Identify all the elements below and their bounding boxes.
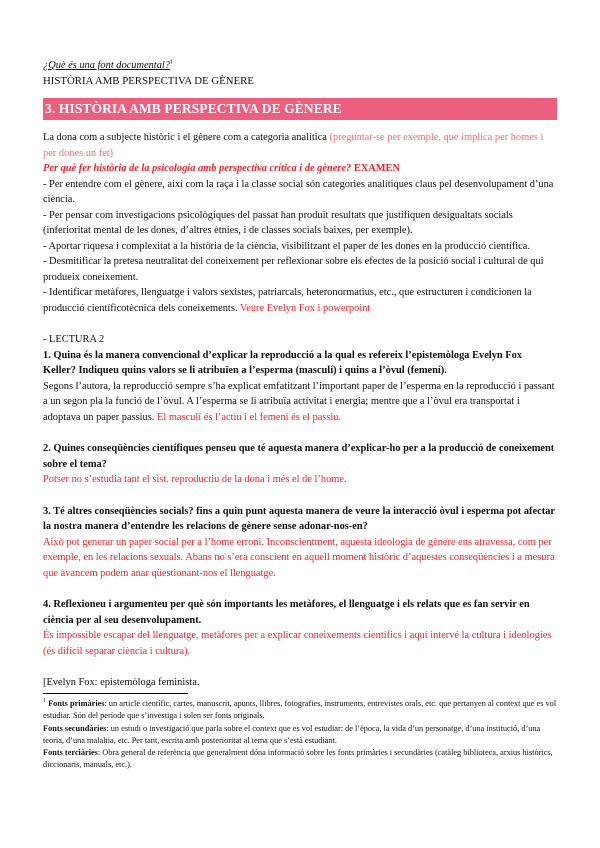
section-heading: 3. HISTÒRIA AMB PERSPECTIVA DE GÈNERE (43, 98, 557, 120)
footnote-secondary (43, 723, 557, 748)
footnotes (43, 698, 557, 772)
bullet-note: Veure Evelyn Fox i powerpoint (237, 302, 371, 314)
answer-1 (43, 379, 557, 426)
footnote-separator (43, 693, 188, 694)
bullet-item: - Per entendre com el gènere, així com la raça i la classe social són categories analítiques claus pel desenvolupament d’una ciència. (43, 178, 554, 205)
bullet-item: - Desmitificar la pretesa neutralitat del coneixement per reflexionar sobre els efectes de la posició social i cultural de qui produeix coneixement. (43, 256, 544, 283)
answer-1-text: Segons l’autora, la reproducció sempre s’ha explicat emfatitzant l’important paper de l’esperma en la reproducció i passant a un segon pla la funció de l’òvul. A l’esperma se li atribuïa activitat i energia; mentre que a l’òvul era transportat i adoptava un paper passius. (43, 380, 555, 423)
footnote-primary (43, 698, 557, 723)
document-page (43, 58, 557, 691)
bullet-item (43, 285, 557, 316)
footnote-tertiary-label: Fonts terciàries (43, 748, 98, 758)
bullet-item: - Aportar riquesa i complexitat a la història de la ciència, visibilitzant el paper de les dones en la producció científica. (43, 240, 531, 252)
footnote-marker: 1 (43, 698, 46, 705)
intro-text: La dona com a subjecte històric i el gènere com a categoria analítica (43, 132, 330, 143)
answer-3: Això pot generar un paper social per a l’home erroni. Inconscientment, aquesta ideologia de gènere ens atravessa, com per exemple, en les relacions sexuals. Abans no s’era conscient en aquell moment històric d’aquestes conseqüències i a mesura que avancem podem anar qüestionant-nos el llenguatge. (43, 536, 555, 579)
exam-label: EXAMEN (351, 163, 400, 174)
footnote-primary-label: Fonts primàries (48, 699, 105, 708)
question-2: 2. Quines conseqüències científiques penseu que té aquesta manera d’explicar-ho per a la producció de coneixement sobre el tema? (43, 443, 555, 470)
question-4: 4. Reflexioneu i argumenteu per què són importants les metàfores, el llenguatge i els relats que es fan servir en ciència per al seu desenvolupament. (43, 599, 530, 626)
question-1: 1. Quina és la manera convencional d’explicar la reproducció a la qual es refereix l’epistemòloga Evelyn Fox Keller? Indiqueu quins valors se li atribuïen a l’esperma (masculí) i quins a l’òvul (femení). (43, 349, 522, 376)
source-question-text: ¿Què és una font documental? (43, 60, 170, 71)
source-question: ¿Què és una font documental?$^1$ (43, 59, 173, 71)
answer-2: Potser no s’estudia tant el sist. reproductiu de la dona i més el de l’home. (43, 474, 347, 485)
footnote-secondary-text: : un estudi o investigació que parla sobre el context que es vol estudiar: de l’època, la vida d’un personatge, d’una institució, d’una teoria, d’una malaltia, etc. Per tant, escrita amb posterioritat al tema que s’està estudiant. (43, 723, 541, 745)
exam-question-text: Per què fer història de la psicologia amb perspectiva crítica i de gènere? (43, 163, 352, 174)
intro-note: (preguntar-se per exemple, que implica per homes i per dones un fet) (43, 132, 544, 159)
footnote-tertiary (43, 747, 557, 772)
lectura-heading: - LECTURA 2 (43, 334, 105, 345)
intro-paragraph (43, 130, 557, 161)
bullet-text: - Identificar metàfores, llenguatge i valors sexistes, patriarcals, heteronormatius, etc., que estructuren i condicionen la producció científicotècnica dels coneixements. (43, 287, 532, 314)
author-note: [Evelyn Fox: epistemòloga feminista. (43, 677, 200, 688)
footnote-primary-text: : un article científic, cartes, manuscrit, apunts, llibres, fotografies, instruments, entrevistes orals, etc. que pertanyen al context que es vol estudiar. Són del període que s’investiga i solen ser fonts originals. (43, 699, 557, 721)
answer-4: És impossible escapar del llenguatge, metàfores per a explicar coneixements científics i aquí intervé la cultura i ideologies (és difícil separar ciència i cultura). (43, 630, 552, 657)
exam-question (43, 161, 557, 177)
footnote-tertiary-text: : Obra general de referència que generalment dóna informació sobre les fonts primàries i secundàries (catàleg biblioteca, arxius històrics, diccionaris, manuals, etc.). (43, 748, 553, 770)
answer-1-note: El masculí és l’actiu i el femení és el passiu. (154, 411, 342, 423)
page-subtitle: HISTÒRIA AMB PERSPECTIVA DE GÈNERE (43, 74, 254, 87)
question-3: 3. Té altres conseqüències socials? fins a quin punt aquesta manera de veure la interacció òvul i esperma pot afectar la nostra manera d’entendre les relacions de gènere sense adonar-nos-en? (43, 505, 555, 532)
bullet-item: - Per pensar com investigacions psicològiques del passat han produït resultats que justifiquen desigualtats socials (inferioritat mental de les dones, d’altres ètnies, i de classes socials baixes, per exemple). (43, 209, 513, 236)
footnote-secondary-label: Fonts secundàries (43, 723, 107, 733)
